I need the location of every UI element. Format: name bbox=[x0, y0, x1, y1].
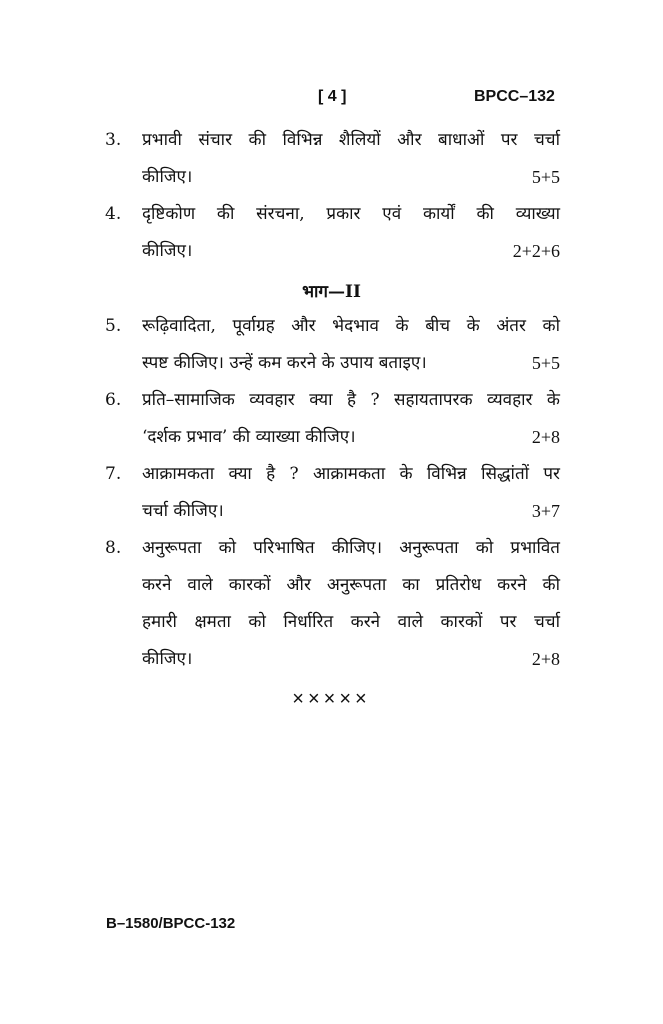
question-number: 4. bbox=[105, 204, 122, 224]
question-text: प्रति–सामाजिक व्यवहार क्या है ? सहायतापरक व्यवहार के bbox=[142, 390, 560, 410]
question-text: चर्चा कीजिए। bbox=[142, 501, 224, 521]
question-7 bbox=[105, 456, 560, 530]
footer-code: B–1580/BPCC-132 bbox=[106, 915, 236, 932]
section-heading: भाग—II bbox=[302, 282, 361, 302]
course-code: BPCC–132 bbox=[474, 88, 555, 105]
question-text: कीजिए। bbox=[142, 167, 193, 187]
question-text: आक्रामकता क्या है ? आक्रामकता के विभिन्न सिद्धांतों पर bbox=[142, 464, 560, 484]
question-text: कीजिए। bbox=[142, 649, 193, 669]
question-number: 5. bbox=[105, 316, 122, 336]
question-text: हमारी क्षमता को निर्धारित करने वाले कारकों पर चर्चा bbox=[142, 612, 560, 632]
marks: 3+7 bbox=[531, 501, 560, 521]
marks: 5+5 bbox=[531, 167, 560, 187]
question-8 bbox=[105, 530, 560, 678]
question-text: कीजिए। bbox=[142, 241, 193, 261]
question-text: रूढ़िवादिता, पूर्वाग्रह और भेदभाव के बीच के अंतर को bbox=[142, 316, 560, 336]
marks: 2+8 bbox=[531, 427, 560, 447]
question-text: करने वाले कारकों और अनुरूपता का प्रतिरोध करने की bbox=[142, 575, 560, 595]
marks: 2+2+6 bbox=[512, 241, 560, 261]
end-marker: ××××× bbox=[292, 688, 371, 710]
page-number: [ 4 ] bbox=[318, 88, 347, 105]
question-text: अनुरूपता को परिभाषित कीजिए। अनुरूपता को प्रभावित bbox=[142, 538, 560, 558]
marks: 5+5 bbox=[531, 353, 560, 373]
question-number: 8. bbox=[105, 538, 122, 558]
question-5 bbox=[105, 308, 560, 382]
question-text: प्रभावी संचार की विभिन्न शैलियों और बाधाओं पर चर्चा bbox=[142, 130, 560, 150]
question-number: 6. bbox=[105, 390, 122, 410]
question-number: 3. bbox=[105, 130, 122, 150]
marks: 2+8 bbox=[531, 649, 560, 669]
question-text: स्पष्ट कीजिए। उन्हें कम करने के उपाय बताइए। bbox=[142, 353, 427, 373]
question-text: दृष्टिकोण की संरचना, प्रकार एवं कार्यों की व्याख्या bbox=[142, 204, 560, 224]
question-6 bbox=[105, 382, 560, 456]
question-text: ‘दर्शक प्रभाव’ की व्याख्या कीजिए। bbox=[142, 427, 356, 447]
question-3 bbox=[105, 122, 560, 196]
question-number: 7. bbox=[105, 464, 122, 484]
question-4 bbox=[105, 196, 560, 270]
